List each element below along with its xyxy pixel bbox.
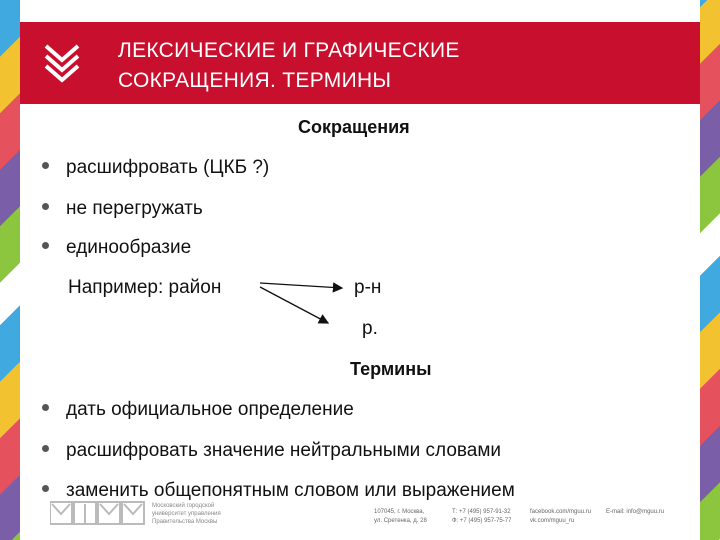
example-label: Например: район (68, 277, 222, 298)
terms-bullet-1 (42, 399, 354, 421)
example-result-1: р-н (354, 277, 382, 298)
title-line-1: ЛЕКСИЧЕСКИЕ И ГРАФИЧЕСКИЕ (118, 39, 460, 62)
slide (20, 0, 700, 540)
bullet-text: заменить общепонятным словом или выражением (66, 480, 515, 501)
bullet-dot (42, 485, 49, 492)
footer-social-line-2[interactable]: vk.com/mguu_ru (530, 518, 575, 524)
footer-social-line-1[interactable]: facebook.com/mguu.ru (530, 509, 592, 515)
arrow-to-result-1 (260, 283, 342, 288)
bullet-text: расшифровать (ЦКБ ?) (66, 157, 270, 178)
footer-org-line-3: Правительства Москвы (152, 519, 218, 525)
bullet-dot (42, 445, 49, 452)
footer-phone-line-1: Т: +7 (495) 957-91-32 (452, 509, 511, 515)
footer-org-line-1: Московский городской (152, 503, 215, 509)
abbreviations-heading: Сокращения (298, 117, 410, 137)
footer-organization (152, 502, 262, 526)
footer-address-line-1: 107045, г. Москва, (374, 509, 425, 515)
footer-social (530, 508, 591, 526)
terms-bullet-2 (42, 440, 501, 462)
footer (20, 498, 700, 540)
footer-phones (452, 508, 511, 526)
university-logo (50, 500, 146, 526)
footer-phone-line-2: Ф: +7 (495) 957-75-77 (452, 518, 512, 524)
footer-email[interactable]: E-mail: info@mguu.ru (606, 509, 665, 515)
bullet-text: единообразие (66, 237, 192, 258)
footer-address-line-2: ул. Сретенка, д. 28 (374, 518, 427, 524)
bullet-text: расшифровать значение нейтральными словами (66, 440, 502, 461)
title-line-2: СОКРАЩЕНИЯ. ТЕРМИНЫ (118, 69, 392, 92)
arrow-to-result-2 (260, 287, 328, 323)
bullet-text: дать официальное определение (66, 399, 354, 420)
terms-heading: Термины (350, 359, 432, 379)
footer-org-line-2: университет управления (152, 511, 221, 517)
example-result-2: р. (362, 318, 378, 339)
bullet-dot (42, 404, 49, 411)
footer-address (374, 508, 427, 526)
bullet-text: не перегружать (66, 198, 203, 219)
